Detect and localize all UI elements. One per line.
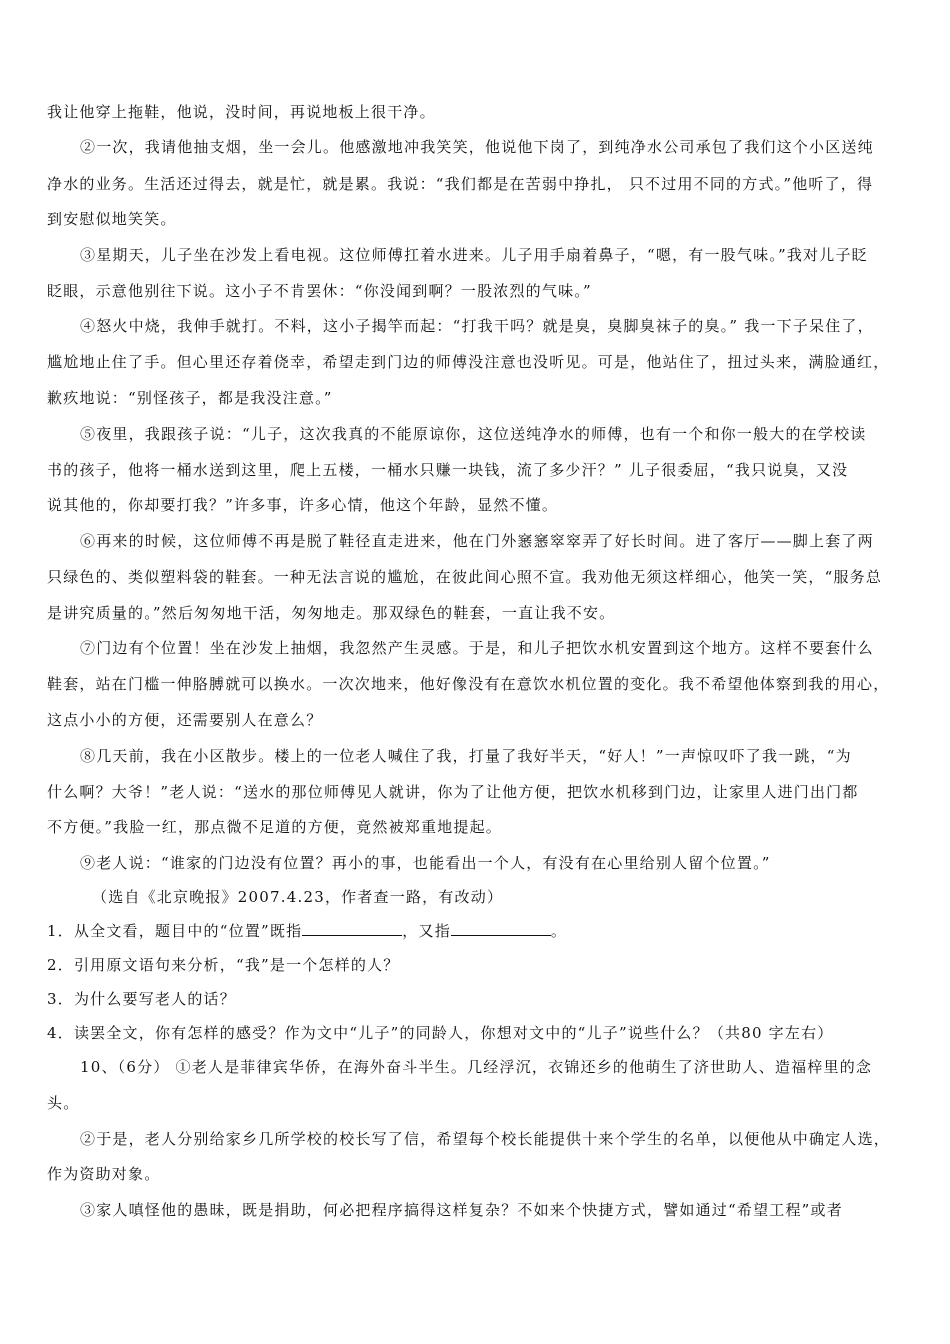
question-2: 2．引用原文语句来分析，“我”是一个怎样的人？ <box>47 956 400 974</box>
question-3: 3．为什么要写老人的话？ <box>47 990 236 1008</box>
paragraph-5-line: ⑤夜里，我跟孩子说：“儿子，这次我真的不能原谅你，这位送纯净水的师傅，也有一个和你一般大的在学校读 <box>80 425 867 443</box>
paragraph-4-line: ④怒火中烧，我伸手就打。不料，这小子揭竿而起：“打我干吗？就是臭，臭脚臭袜子的臭。” 我一下子呆住了， <box>80 317 874 335</box>
text-line: 鞋套，站在门槛一伸胳膊就可以换水。一次次地来，他好像没有在意饮水机位置的变化。我不希望他体察到我的用心， <box>47 675 890 693</box>
question-1-text: ，又指 <box>402 922 451 940</box>
question-1-text: 1．从全文看，题目中的“位置”既指 <box>47 922 303 940</box>
text-line: 我让他穿上拖鞋，他说，没时间，再说地板上很干净。 <box>47 103 436 121</box>
paragraph-2-line: ②一次，我请他抽支烟，坐一会儿。他感激地冲我笑笑，他说他下岗了，到纯净水公司承包了我们这个小区送纯 <box>80 138 874 156</box>
text-line: 作为资助对象。 <box>47 1165 161 1183</box>
question-1-text: 。 <box>550 922 568 940</box>
text-line: 净水的业务。生活还过得去，就是忙，就是累。我说：“我们都是在苦弱中挣扎， 只不过用不同的方式。”他听了，得 <box>47 175 874 193</box>
paragraph-7-line: ⑦门边有个位置！坐在沙发上抽烟，我忽然产生灵感。于是，和儿子把饮水机安置到这个地方。这样不要套什么 <box>80 639 874 657</box>
text-line: 尴尬地止住了手。但心里还存着侥幸，希望走到门边的师傅没注意也没听见。可是，他站住了，扭过头来，满脸通红， <box>47 353 890 371</box>
text-line: 眨眼，示意他别往下说。这小子不肯罢休：“你没闻到啊？一股浓烈的气味。” <box>47 282 592 300</box>
text-line: 只绿色的、类似塑料袋的鞋套。一种无法言说的尴尬，在彼此间心照不宣。我劝他无须这样细心，他笑一笑，“服务总 <box>47 568 883 586</box>
text-line: 是讲究质量的。”然后匆匆地干活，匆匆地走。那双绿色的鞋套，一直让我不安。 <box>47 604 616 622</box>
source-citation: （选自《北京晚报》2007.4.23，作者查一路，有改动） <box>92 888 504 906</box>
paragraph-9-line: ⑨老人说：“谁家的门边没有位置？再小的事，也能看出一个人，有没有在心里给别人留个位置。” <box>80 854 771 872</box>
question-1 <box>47 921 907 941</box>
section-10-para-2-line: ②于是，老人分别给家乡几所学校的校长写了信，希望每个校长能提供十来个学生的名单，以便他从中确定人选， <box>80 1130 891 1148</box>
text-line: 头。 <box>47 1094 80 1112</box>
paragraph-8-line: ⑧几天前，我在小区散步。楼上的一位老人喊住了我，打量了我好半天，“好人！”一声惊叹吓了我一跳，“为 <box>80 747 852 765</box>
answer-blank-2[interactable] <box>451 921 551 936</box>
answer-blank-1[interactable] <box>302 921 402 936</box>
section-10-para-3-line: ③家人嗔怪他的愚昧，既是捐助，何必把程序搞得这样复杂？不如来个快捷方式，譬如通过“希望工程”或者 <box>80 1201 843 1219</box>
section-10-line: 10、（6分） ①老人是菲律宾华侨，在海外奋斗半生。几经浮沉，衣锦还乡的他萌生了济世助人、造福梓里的念 <box>80 1058 873 1076</box>
paragraph-3-line: ③星期天，儿子坐在沙发上看电视。这位师傅扛着水进来。儿子用手扇着鼻子，“嗯，有一股气味。”我对儿子眨 <box>80 246 868 264</box>
text-line: 不方便。”我脸一红，那点微不足道的方便，竟然被郑重地提起。 <box>47 818 502 836</box>
text-line: 书的孩子，他将一桶水送到这里，爬上五楼，一桶水只赚一块钱，流了多少汗？” 儿子很委屈，“我只说臭，又没 <box>47 461 849 479</box>
text-line: 说其他的，你却要打我？”许多事，许多心情，他这个年龄，显然不懂。 <box>47 496 559 514</box>
text-line: 到安慰似地笑笑。 <box>47 210 177 228</box>
text-line: 这点小小的方便，还需要别人在意么？ <box>47 711 323 729</box>
text-line: 歉疚地说：“别怪孩子，都是我没注意。” <box>47 389 333 407</box>
paragraph-6-line: ⑥再来的时候，这位师傅不再是脱了鞋径直走进来，他在门外窸窸窣窣弄了好长时间。进了客厅——脚上套了两 <box>80 532 874 550</box>
question-4: 4．读罢全文，你有怎样的感受？作为文中“儿子”的同龄人，你想对文中的“儿子”说些什么？（共80 字左右） <box>47 1024 834 1042</box>
text-line: 什么啊？大爷！”老人说：“送水的那位师傅见人就讲，你为了让他方便，把饮水机移到门边，让家里人进门出门都 <box>47 783 859 801</box>
